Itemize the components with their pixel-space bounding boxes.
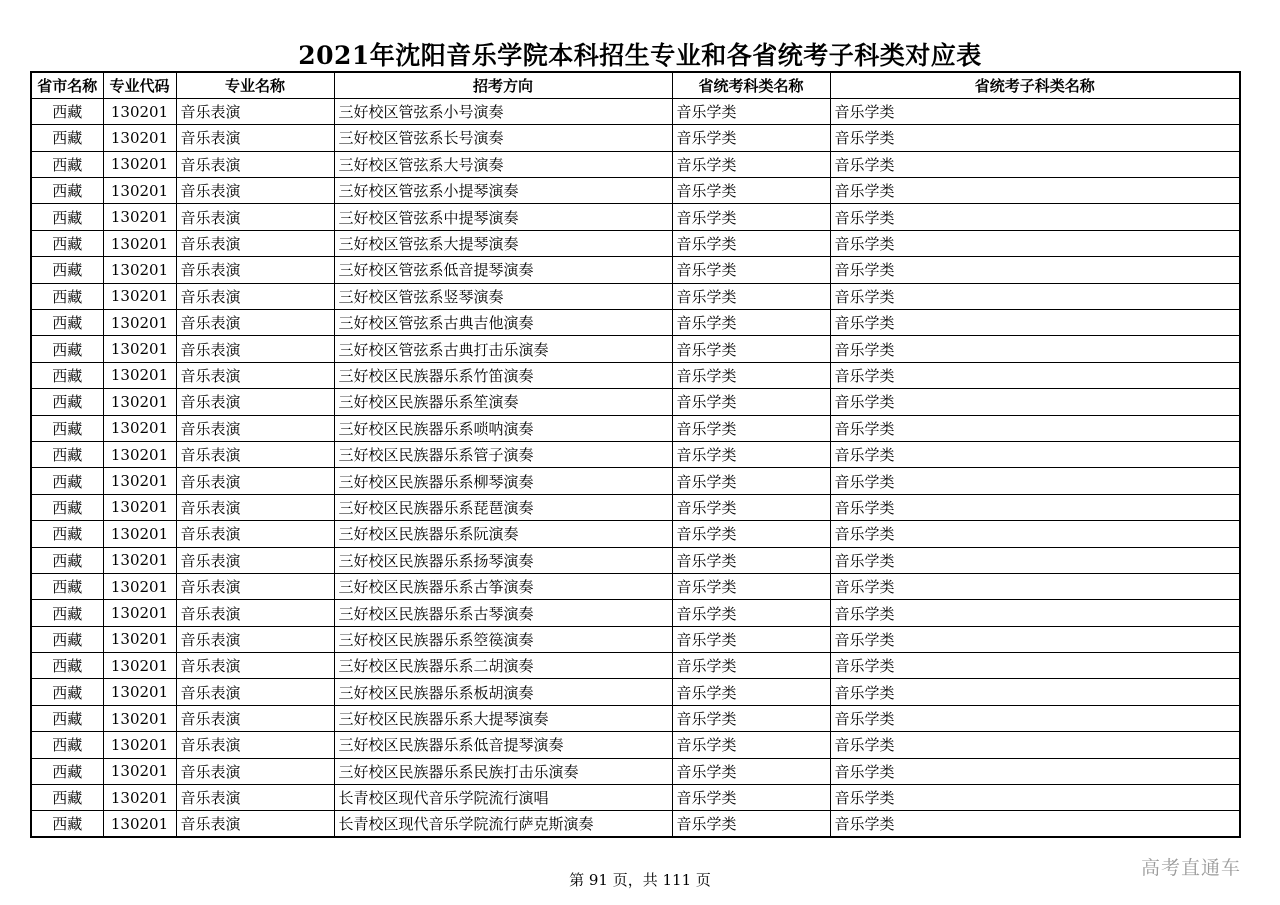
direction-cell: 三好校区民族器乐系古琴演奏: [334, 600, 672, 626]
table-row: [31, 811, 1240, 837]
subcategory-cell: 音乐学类: [830, 785, 1240, 811]
direction-cell: 三好校区管弦系大提琴演奏: [334, 230, 672, 256]
direction-cell: 三好校区民族器乐系大提琴演奏: [334, 705, 672, 731]
major-code-cell: 130201: [103, 573, 176, 599]
province-cell: 西藏: [31, 336, 103, 362]
province-cell: 西藏: [31, 362, 103, 388]
major-code-cell: 130201: [103, 494, 176, 520]
major-name-cell: 音乐表演: [176, 204, 334, 230]
subcategory-cell: 音乐学类: [830, 257, 1240, 283]
direction-cell: 三好校区民族器乐系笙演奏: [334, 389, 672, 415]
major-name-cell: 音乐表演: [176, 441, 334, 467]
category-cell: 音乐学类: [672, 389, 830, 415]
direction-cell: 三好校区民族器乐系板胡演奏: [334, 679, 672, 705]
table-row: [31, 785, 1240, 811]
direction-cell: 三好校区民族器乐系唢呐演奏: [334, 415, 672, 441]
direction-cell: 三好校区民族器乐系低音提琴演奏: [334, 732, 672, 758]
major-code-cell: 130201: [103, 758, 176, 784]
subcategory-cell: 音乐学类: [830, 679, 1240, 705]
major-code-cell: 130201: [103, 151, 176, 177]
major-code-cell: 130201: [103, 178, 176, 204]
major-name-cell: 音乐表演: [176, 415, 334, 441]
table-row: [31, 600, 1240, 626]
category-cell: 音乐学类: [672, 310, 830, 336]
direction-cell: 三好校区管弦系长号演奏: [334, 125, 672, 151]
table-row: [31, 257, 1240, 283]
table-row: [31, 125, 1240, 151]
province-cell: 西藏: [31, 151, 103, 177]
subcategory-cell: 音乐学类: [830, 494, 1240, 520]
subcategory-cell: 音乐学类: [830, 573, 1240, 599]
subcategory-cell: 音乐学类: [830, 441, 1240, 467]
col-header-province: 省市名称: [31, 72, 103, 98]
col-header-subcategory: 省统考子科类名称: [830, 72, 1240, 98]
subcategory-cell: 音乐学类: [830, 310, 1240, 336]
table-header-row: [31, 72, 1240, 98]
table-row: [31, 679, 1240, 705]
province-cell: 西藏: [31, 257, 103, 283]
major-name-cell: 音乐表演: [176, 283, 334, 309]
major-name-cell: 音乐表演: [176, 389, 334, 415]
category-cell: 音乐学类: [672, 257, 830, 283]
category-cell: 音乐学类: [672, 600, 830, 626]
major-name-cell: 音乐表演: [176, 362, 334, 388]
major-code-cell: 130201: [103, 679, 176, 705]
subcategory-cell: 音乐学类: [830, 468, 1240, 494]
category-cell: 音乐学类: [672, 468, 830, 494]
subcategory-cell: 音乐学类: [830, 732, 1240, 758]
major-code-cell: 130201: [103, 811, 176, 837]
category-cell: 音乐学类: [672, 521, 830, 547]
direction-cell: 长青校区现代音乐学院流行萨克斯演奏: [334, 811, 672, 837]
page-footer: 第 91 页，共 111 页: [569, 871, 711, 889]
province-cell: 西藏: [31, 283, 103, 309]
province-cell: 西藏: [31, 204, 103, 230]
major-code-cell: 130201: [103, 626, 176, 652]
major-code-cell: 130201: [103, 785, 176, 811]
direction-cell: 三好校区民族器乐系古筝演奏: [334, 573, 672, 599]
major-name-cell: 音乐表演: [176, 679, 334, 705]
major-code-cell: 130201: [103, 257, 176, 283]
table-row: [31, 283, 1240, 309]
category-cell: 音乐学类: [672, 679, 830, 705]
table-row: [31, 705, 1240, 731]
major-code-cell: 130201: [103, 521, 176, 547]
table-body: [31, 98, 1240, 837]
major-code-cell: 130201: [103, 204, 176, 230]
major-code-cell: 130201: [103, 283, 176, 309]
table-row: [31, 547, 1240, 573]
table-row: [31, 494, 1240, 520]
subcategory-cell: 音乐学类: [830, 811, 1240, 837]
category-cell: 音乐学类: [672, 626, 830, 652]
admissions-table: [30, 71, 1241, 838]
subcategory-cell: 音乐学类: [830, 98, 1240, 124]
table-row: [31, 362, 1240, 388]
subcategory-cell: 音乐学类: [830, 362, 1240, 388]
major-code-cell: 130201: [103, 310, 176, 336]
major-name-cell: 音乐表演: [176, 626, 334, 652]
major-name-cell: 音乐表演: [176, 547, 334, 573]
subcategory-cell: 音乐学类: [830, 151, 1240, 177]
subcategory-cell: 音乐学类: [830, 178, 1240, 204]
province-cell: 西藏: [31, 732, 103, 758]
category-cell: 音乐学类: [672, 362, 830, 388]
category-cell: 音乐学类: [672, 151, 830, 177]
subcategory-cell: 音乐学类: [830, 336, 1240, 362]
major-name-cell: 音乐表演: [176, 732, 334, 758]
table-row: [31, 626, 1240, 652]
category-cell: 音乐学类: [672, 705, 830, 731]
subcategory-cell: 音乐学类: [830, 626, 1240, 652]
table-row: [31, 230, 1240, 256]
major-name-cell: 音乐表演: [176, 310, 334, 336]
major-code-cell: 130201: [103, 468, 176, 494]
major-name-cell: 音乐表演: [176, 125, 334, 151]
major-code-cell: 130201: [103, 653, 176, 679]
category-cell: 音乐学类: [672, 547, 830, 573]
province-cell: 西藏: [31, 626, 103, 652]
major-name-cell: 音乐表演: [176, 257, 334, 283]
table-row: [31, 521, 1240, 547]
subcategory-cell: 音乐学类: [830, 125, 1240, 151]
direction-cell: 三好校区民族器乐系民族打击乐演奏: [334, 758, 672, 784]
direction-cell: 三好校区管弦系小提琴演奏: [334, 178, 672, 204]
category-cell: 音乐学类: [672, 785, 830, 811]
table-row: [31, 389, 1240, 415]
province-cell: 西藏: [31, 178, 103, 204]
category-cell: 音乐学类: [672, 98, 830, 124]
province-cell: 西藏: [31, 705, 103, 731]
province-cell: 西藏: [31, 758, 103, 784]
major-name-cell: 音乐表演: [176, 811, 334, 837]
major-code-cell: 130201: [103, 230, 176, 256]
subcategory-cell: 音乐学类: [830, 204, 1240, 230]
watermark: 高考直通车: [1141, 857, 1242, 879]
table-row: [31, 415, 1240, 441]
category-cell: 音乐学类: [672, 441, 830, 467]
province-cell: 西藏: [31, 521, 103, 547]
col-header-direction: 招考方向: [334, 72, 672, 98]
direction-cell: 三好校区民族器乐系箜篌演奏: [334, 626, 672, 652]
subcategory-cell: 音乐学类: [830, 283, 1240, 309]
major-code-cell: 130201: [103, 98, 176, 124]
category-cell: 音乐学类: [672, 125, 830, 151]
direction-cell: 三好校区民族器乐系扬琴演奏: [334, 547, 672, 573]
direction-cell: 三好校区管弦系小号演奏: [334, 98, 672, 124]
direction-cell: 三好校区管弦系低音提琴演奏: [334, 257, 672, 283]
major-code-cell: 130201: [103, 600, 176, 626]
subcategory-cell: 音乐学类: [830, 389, 1240, 415]
major-name-cell: 音乐表演: [176, 653, 334, 679]
province-cell: 西藏: [31, 98, 103, 124]
major-name-cell: 音乐表演: [176, 521, 334, 547]
table-row: [31, 758, 1240, 784]
province-cell: 西藏: [31, 785, 103, 811]
direction-cell: 三好校区管弦系竖琴演奏: [334, 283, 672, 309]
subcategory-cell: 音乐学类: [830, 600, 1240, 626]
major-code-cell: 130201: [103, 415, 176, 441]
major-code-cell: 130201: [103, 705, 176, 731]
major-code-cell: 130201: [103, 732, 176, 758]
table-row: [31, 98, 1240, 124]
col-header-major-code: 专业代码: [103, 72, 176, 98]
col-header-category: 省统考科类名称: [672, 72, 830, 98]
col-header-major-name: 专业名称: [176, 72, 334, 98]
category-cell: 音乐学类: [672, 230, 830, 256]
province-cell: 西藏: [31, 600, 103, 626]
major-code-cell: 130201: [103, 441, 176, 467]
category-cell: 音乐学类: [672, 653, 830, 679]
major-name-cell: 音乐表演: [176, 705, 334, 731]
major-name-cell: 音乐表演: [176, 573, 334, 599]
province-cell: 西藏: [31, 573, 103, 599]
major-name-cell: 音乐表演: [176, 758, 334, 784]
table-row: [31, 573, 1240, 599]
direction-cell: 三好校区民族器乐系琵琶演奏: [334, 494, 672, 520]
category-cell: 音乐学类: [672, 204, 830, 230]
table-row: [31, 310, 1240, 336]
direction-cell: 三好校区民族器乐系二胡演奏: [334, 653, 672, 679]
major-name-cell: 音乐表演: [176, 600, 334, 626]
province-cell: 西藏: [31, 441, 103, 467]
direction-cell: 三好校区管弦系古典打击乐演奏: [334, 336, 672, 362]
subcategory-cell: 音乐学类: [830, 547, 1240, 573]
major-name-cell: 音乐表演: [176, 494, 334, 520]
province-cell: 西藏: [31, 494, 103, 520]
subcategory-cell: 音乐学类: [830, 521, 1240, 547]
direction-cell: 三好校区民族器乐系竹笛演奏: [334, 362, 672, 388]
province-cell: 西藏: [31, 389, 103, 415]
province-cell: 西藏: [31, 653, 103, 679]
table-row: [31, 204, 1240, 230]
direction-cell: 三好校区管弦系古典吉他演奏: [334, 310, 672, 336]
province-cell: 西藏: [31, 310, 103, 336]
category-cell: 音乐学类: [672, 336, 830, 362]
subcategory-cell: 音乐学类: [830, 653, 1240, 679]
province-cell: 西藏: [31, 811, 103, 837]
category-cell: 音乐学类: [672, 178, 830, 204]
category-cell: 音乐学类: [672, 758, 830, 784]
subcategory-cell: 音乐学类: [830, 758, 1240, 784]
table-row: [31, 151, 1240, 177]
direction-cell: 三好校区民族器乐系管子演奏: [334, 441, 672, 467]
major-name-cell: 音乐表演: [176, 151, 334, 177]
major-code-cell: 130201: [103, 336, 176, 362]
major-name-cell: 音乐表演: [176, 230, 334, 256]
direction-cell: 三好校区民族器乐系阮演奏: [334, 521, 672, 547]
category-cell: 音乐学类: [672, 283, 830, 309]
table-row: [31, 653, 1240, 679]
page-title: 2021年沈阳音乐学院本科招生专业和各省统考子科类对应表: [298, 41, 982, 70]
category-cell: 音乐学类: [672, 811, 830, 837]
province-cell: 西藏: [31, 125, 103, 151]
subcategory-cell: 音乐学类: [830, 705, 1240, 731]
category-cell: 音乐学类: [672, 732, 830, 758]
direction-cell: 三好校区民族器乐系柳琴演奏: [334, 468, 672, 494]
province-cell: 西藏: [31, 468, 103, 494]
province-cell: 西藏: [31, 679, 103, 705]
major-name-cell: 音乐表演: [176, 785, 334, 811]
category-cell: 音乐学类: [672, 573, 830, 599]
province-cell: 西藏: [31, 230, 103, 256]
major-code-cell: 130201: [103, 547, 176, 573]
table-row: [31, 732, 1240, 758]
table-row: [31, 468, 1240, 494]
major-name-cell: 音乐表演: [176, 468, 334, 494]
province-cell: 西藏: [31, 415, 103, 441]
major-name-cell: 音乐表演: [176, 336, 334, 362]
direction-cell: 三好校区管弦系中提琴演奏: [334, 204, 672, 230]
subcategory-cell: 音乐学类: [830, 415, 1240, 441]
category-cell: 音乐学类: [672, 415, 830, 441]
major-name-cell: 音乐表演: [176, 98, 334, 124]
province-cell: 西藏: [31, 547, 103, 573]
direction-cell: 长青校区现代音乐学院流行演唱: [334, 785, 672, 811]
major-code-cell: 130201: [103, 389, 176, 415]
table-row: [31, 441, 1240, 467]
direction-cell: 三好校区管弦系大号演奏: [334, 151, 672, 177]
subcategory-cell: 音乐学类: [830, 230, 1240, 256]
table-row: [31, 336, 1240, 362]
category-cell: 音乐学类: [672, 494, 830, 520]
major-code-cell: 130201: [103, 362, 176, 388]
major-code-cell: 130201: [103, 125, 176, 151]
major-name-cell: 音乐表演: [176, 178, 334, 204]
table-row: [31, 178, 1240, 204]
